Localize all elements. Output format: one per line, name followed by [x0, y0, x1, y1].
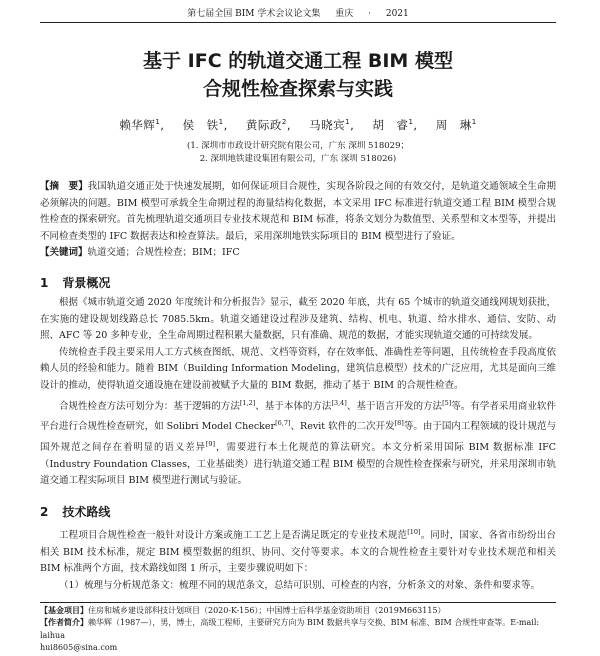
title-line-2: 合规性检查探索与实践	[202, 78, 393, 100]
paragraph: 根据《城市轨道交通 2020 年度统计和分析报告》显示，截至 2020 年底，共有 65 个城市的轨道交通线网规划获批，在实施的建设规划线路总长 7085.5km。轨道交通建设过程涉及建筑、结构、机电、轨道、给水排水、通信、安防、动照、AFC 等 20 多种专业，全生命周期过程积累大量数据，只有准确、规范的数据，才能实现轨道交通的可持续发展。	[40, 297, 556, 342]
section-heading-1: 1 背景概况	[40, 276, 111, 290]
section-heading-2: 2 技术路线	[40, 505, 111, 519]
conference-year: 2021	[385, 9, 409, 19]
affiliation-2: 2. 深圳地铁建设集团有限公司，广东 深圳 518026)	[199, 154, 397, 164]
conference-city: 重庆	[335, 9, 354, 19]
keywords-label: 【关键词】	[40, 247, 88, 258]
paper-title	[40, 47, 556, 103]
conference-name: 第七届全国 BIM 学术会议论文集	[187, 9, 321, 19]
citation: [5]	[442, 398, 452, 407]
paragraph: 工程项目合规性检查一般针对设计方案或施工工艺上是否满足既定的专业技术规范[10]。同时，国家、各省市纷纷出台相关 BIM 技术标准，规定 BIM 模型数据的组织、协同、交付等要求。本文的合规性检查主要针对专业技术规范和相关 BIM 标准两个方面，技术路线如图 1 所示，主要步骤说明如下：	[40, 528, 556, 575]
paragraph: （1）梳理与分析规范条文：梳理不同的规范条文，总结可识别、可检查的内容，分析条文的对象、条件和要求等。	[59, 579, 541, 591]
paragraph: 传统检查手段主要采用人工方式核查图纸、规范、文档等资料，存在效率低、准确性差等问题，且传统检查手段高度依赖人员的经验和能力。随着 BIM（Building Information Modeling，建筑信息模型）技术的广泛应用，尤其是面向三维设计的推动，使得轨道交通设施在建设前被赋予大量的 BIM 数据，推动了基于 BIM 的合规性检查。	[40, 346, 556, 391]
affiliations	[40, 140, 556, 166]
fund-footnote: 【基金项目】住房和城乡建设部科技计划项目（2020-K-156）；中国博士后科学基金资助项目（2019M663115）	[40, 605, 446, 615]
author: 马晓宾$^1$,	[309, 118, 355, 132]
footnote-divider	[40, 602, 556, 603]
abstract	[40, 179, 556, 245]
citation: [6,7]	[275, 419, 291, 428]
title-line-1: 基于 IFC 的轨道交通工程 BIM 模型	[143, 50, 453, 72]
keywords	[40, 245, 556, 261]
author: 侯 铁$^1$,	[182, 118, 228, 132]
running-header: 第七届全国 BIM 学术会议论文集 重庆 · 2021	[40, 0, 556, 23]
author-list	[40, 117, 556, 133]
affiliation-1: (1. 深圳市市政设计研究院有限公司，广东 深圳 518029；	[187, 141, 409, 151]
author: 胡 睿$^1$,	[372, 118, 418, 132]
citation: [1,2]	[239, 398, 256, 407]
author: 黄际政$^2$,	[245, 118, 291, 132]
abstract-label: 【摘 要】	[40, 181, 88, 192]
author-email: hui8605@sina.com	[40, 643, 118, 653]
paragraph: 合规性检查方法可划分为：基于逻辑的方法[1,2]、基于本体的方法[3,4]、基于语言开发的方法[5]等。有学者采用商业软件平台进行合规性检查研究，如 Solibri Model Checker[6,7]、Revit 软件的二次开发[8]等。由于国内工程领域的设计规范与国外规范之间存在着明显的语义差异[9]，需要进行本土化规范的算法研究。本文分析采用国际 BIM 数据标准 IFC（Industry Foundation Classes，工业基础类）进行轨道交通工程 BIM 模型的合规性检查探索与研究，并采用深圳市轨道交通工程实际项目 BIM 模型进行测试与验证。	[40, 398, 556, 487]
citation: [10]	[407, 528, 421, 536]
citation: [9]	[205, 440, 216, 449]
author: 赖华辉$^1$,	[119, 118, 165, 132]
abstract-text: 我国轨道交通正处于快速发展期，如何保证项目合规性，实现各阶段之间的有效交付，是轨道交通领域全生命期必须解决的问题。BIM 模型可承载全生命期过程的海量结构化数据，本文采用 IFC 标准进行轨道交通工程 BIM 模型合规性检查的探索研究。首先梳理轨道交通项目专业技术规范和 BIM 标准，将条文划分为数值型、关系型和文本型等，并提出不同检查类型的 IFC 数据表达和检查算法。最后，采用深圳地铁实际项目的 BIM 模型进行了验证。	[40, 181, 556, 242]
author: 周 琳$^1$	[435, 118, 477, 132]
author-footnote: 【作者简介】赖华辉（1987—），男，博士，高级工程师，主要研究方向为 BIM 数据共享与交换、BIM 标准、BIM 合规性审查等。E-mail: laihua	[40, 618, 540, 640]
footnotes	[40, 605, 556, 655]
citation: [3,4]	[331, 398, 347, 407]
keywords-text: 轨道交通；合规性检查；BIM；IFC	[87, 247, 240, 258]
citation: [8]	[394, 419, 404, 428]
